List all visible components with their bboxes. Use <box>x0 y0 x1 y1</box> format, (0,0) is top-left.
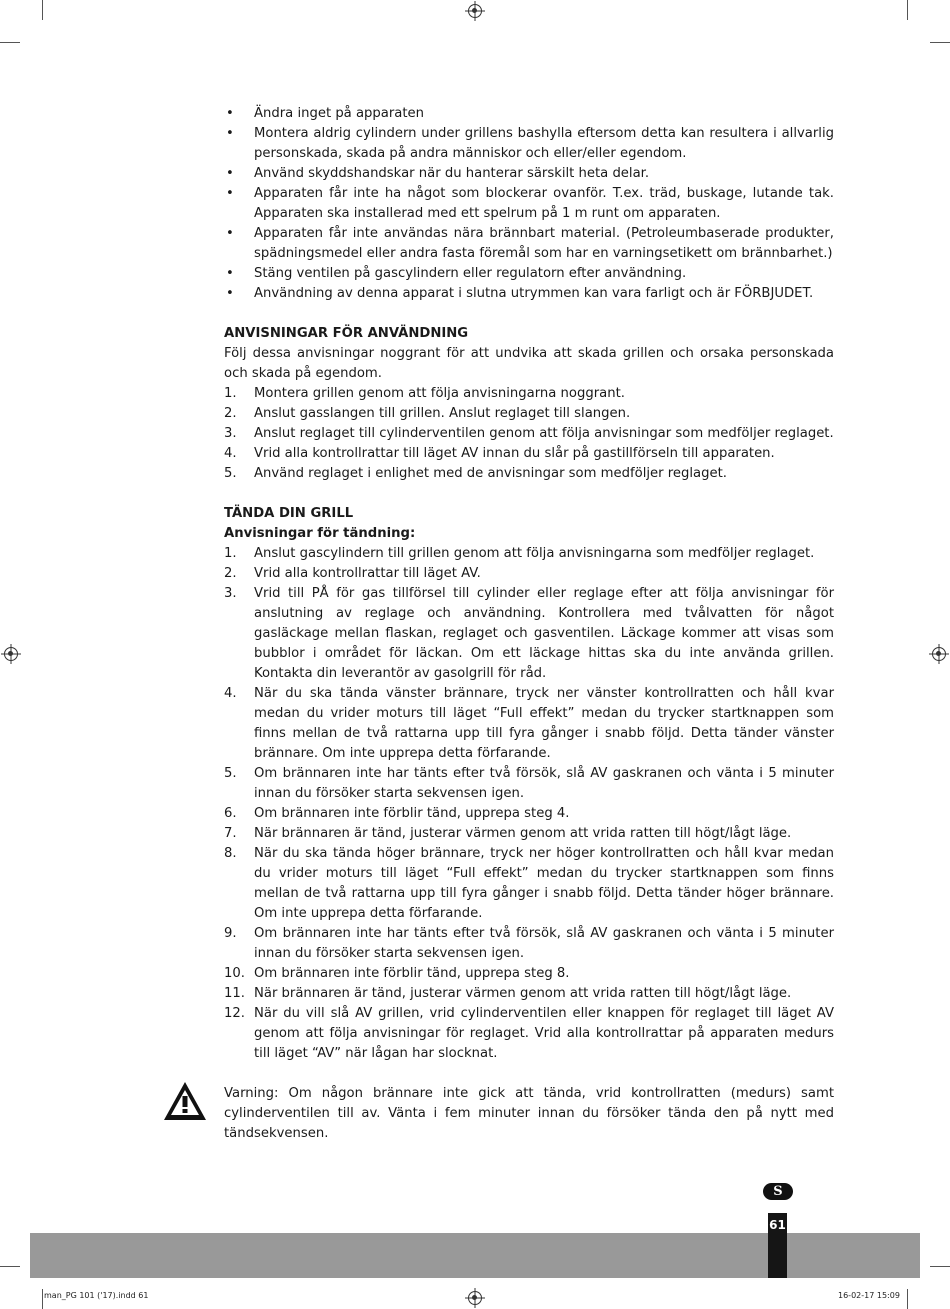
bullet-item: • Användning av denna apparat i slutna utrymmen kan vara farligt och är FÖRBJUDET. <box>224 284 834 304</box>
step-text: När du vill slå AV grillen, vrid cylinderventilen eller knappen för reglaget till läget AV genom att följa anvisningar för reglaget. Vrid alla kontrollrattar på apparaten medurs till läget “AV” när lågan har slocknat. <box>254 1006 834 1061</box>
step-item <box>224 984 834 1004</box>
bullet-item: • Använd skyddshandskar när du hanterar särskilt heta delar. <box>224 164 834 184</box>
crop-mark <box>930 42 950 43</box>
print-slug-timestamp: 16-02-17 15:09 <box>838 1291 900 1300</box>
step-number: 4. <box>224 686 237 701</box>
bullet-item: • Apparaten får inte användas nära brännbart material. (Petroleumbaserade produkter, spädningsmedel eller andra fasta föremål som har en varningsetikett om brännbarhet.) <box>224 224 834 264</box>
step-text: Om brännaren inte förblir tänd, upprepa steg 8. <box>254 966 570 981</box>
step-number: 9. <box>224 926 237 941</box>
ignite-section <box>224 504 834 1064</box>
step-number: 3. <box>224 586 237 601</box>
step-item <box>224 404 834 424</box>
step-number: 1. <box>224 386 237 401</box>
usage-steps-list <box>224 384 834 484</box>
warning-text: Varning: Om någon brännare inte gick att tända, vrid kontrollratten (medurs) samt cylinderventilen till av. Vänta i fem minuter innan du försöker tända den på nytt med tändsekvensen. <box>224 1086 834 1141</box>
page-content <box>224 104 834 1144</box>
step-number: 5. <box>224 466 237 481</box>
step-text: Anslut reglaget till cylinderventilen genom att följa anvisningar som medföljer reglaget. <box>254 426 834 441</box>
language-badge: S <box>763 1183 793 1200</box>
crop-mark <box>0 42 20 43</box>
print-slug-filename: man_PG 101 ('17).indd 61 <box>44 1291 149 1300</box>
step-text: Anslut gascylindern till grillen genom att följa anvisningarna som medföljer reglaget. <box>254 546 815 561</box>
step-text: När brännaren är tänd, justerar värmen genom att vrida ratten till högt/lågt läge. <box>254 986 792 1001</box>
step-text: Om brännaren inte har tänts efter två försök, slå AV gaskranen och vänta i 5 minuter innan du försöker starta sekvensen igen. <box>254 926 834 961</box>
registration-mark-icon <box>4 647 18 661</box>
ignite-heading: TÄNDA DIN GRILL <box>224 506 354 521</box>
step-text: Vrid alla kontrollrattar till läget AV innan du slår på gastillförseln till apparaten. <box>254 446 775 461</box>
step-number: 3. <box>224 426 237 441</box>
step-item <box>224 464 834 484</box>
step-text: Om brännaren inte har tänts efter två försök, slå AV gaskranen och vänta i 5 minuter innan du försöker starta sekvensen igen. <box>254 766 834 801</box>
step-number: 1. <box>224 546 237 561</box>
ignite-subheading: Anvisningar för tändning: <box>224 526 416 541</box>
step-text: Montera grillen genom att följa anvisningarna noggrant. <box>254 386 625 401</box>
step-text: När brännaren är tänd, justerar värmen genom att vrida ratten till högt/lågt läge. <box>254 826 792 841</box>
page-number: 61 <box>769 1218 786 1232</box>
ignite-steps-list <box>224 544 834 1064</box>
step-item <box>224 804 834 824</box>
usage-heading: ANVISNINGAR FÖR ANVÄNDNING <box>224 326 469 341</box>
crop-mark <box>42 1289 43 1309</box>
step-number: 4. <box>224 446 237 461</box>
crop-mark <box>0 1266 20 1267</box>
bullet-item: • Apparaten får inte ha något som blockerar ovanför. T.ex. träd, buskage, lutande tak. Apparaten ska installerad med ett spelrum på 1 m runt om apparaten. <box>224 184 834 224</box>
registration-mark-icon <box>932 647 946 661</box>
crop-mark <box>907 0 908 20</box>
warning-triangle-icon <box>162 1080 208 1122</box>
step-item <box>224 384 834 404</box>
registration-mark-icon <box>468 4 482 18</box>
step-text: Anslut gasslangen till grillen. Anslut reglaget till slangen. <box>254 406 631 421</box>
step-item <box>224 544 834 564</box>
step-number: 6. <box>224 806 237 821</box>
step-item <box>224 444 834 464</box>
bullet-item: • Montera aldrig cylindern under grillens bashylla eftersom detta kan resultera i allvarlig personskada, skada på andra människor och eller/eller egendom. <box>224 124 834 164</box>
registration-mark-icon <box>468 1291 482 1305</box>
step-text: Använd reglaget i enlighet med de anvisningar som medföljer reglaget. <box>254 466 727 481</box>
bullet-item: • Stäng ventilen på gascylindern eller regulatorn efter användning. <box>224 264 834 284</box>
step-number: 10. <box>224 966 245 981</box>
step-item <box>224 924 834 964</box>
step-number: 12. <box>224 1006 245 1021</box>
step-number: 2. <box>224 406 237 421</box>
step-text: Vrid alla kontrollrattar till läget AV. <box>254 566 481 581</box>
step-item <box>224 764 834 804</box>
usage-intro: Följ dessa anvisningar noggrant för att undvika att skada grillen och orsaka personskada och skada på egendom. <box>224 346 834 381</box>
crop-mark <box>42 0 43 20</box>
step-item <box>224 824 834 844</box>
step-number: 8. <box>224 846 237 861</box>
step-text: När du ska tända höger brännare, tryck ner höger kontrollratten och håll kvar medan du vrider moturs till läget “Full effekt” medan du trycker startknappen som finns mellan de två rattarna upp till fyra gånger i snabb följd. Detta tänder höger brännare. Om inte upprepa detta förfarande. <box>254 846 834 921</box>
step-item <box>224 564 834 584</box>
step-item <box>224 584 834 684</box>
step-item <box>224 424 834 444</box>
usage-section <box>224 324 834 484</box>
step-number: 5. <box>224 766 237 781</box>
safety-bullet-list <box>224 104 834 304</box>
step-item <box>224 964 834 984</box>
step-number: 2. <box>224 566 237 581</box>
step-item <box>224 684 834 764</box>
step-text: Vrid till PÅ för gas tillförsel till cylinder eller reglage efter att följa anvisningar för anslutning av reglage och användning. Kontrollera med tvålvatten för något gasläckage mellan flaskan, reglaget och gasventilen. Läckage kommer att visas som bubblor i området för läckan. Om ett läckage hittas ska du inte använda grillen. Kontakta din leverantör av gasolgrill för råd. <box>254 586 834 681</box>
step-number: 11. <box>224 986 245 1001</box>
crop-mark <box>907 1289 908 1309</box>
step-text: Om brännaren inte förblir tänd, upprepa steg 4. <box>254 806 570 821</box>
bullet-item: • Ändra inget på apparaten <box>224 104 834 124</box>
step-number: 7. <box>224 826 237 841</box>
step-item <box>224 844 834 924</box>
crop-mark <box>930 1266 950 1267</box>
step-text: När du ska tända vänster brännare, tryck ner vänster kontrollratten och håll kvar medan du vrider moturs till läget “Full effekt” medan du trycker startknappen som finns mellan de två rattarna upp till fyra gånger i snabb följd. Detta tänder vänster brännare. Om inte upprepa detta förfarande. <box>254 686 834 761</box>
step-item <box>224 1004 834 1064</box>
